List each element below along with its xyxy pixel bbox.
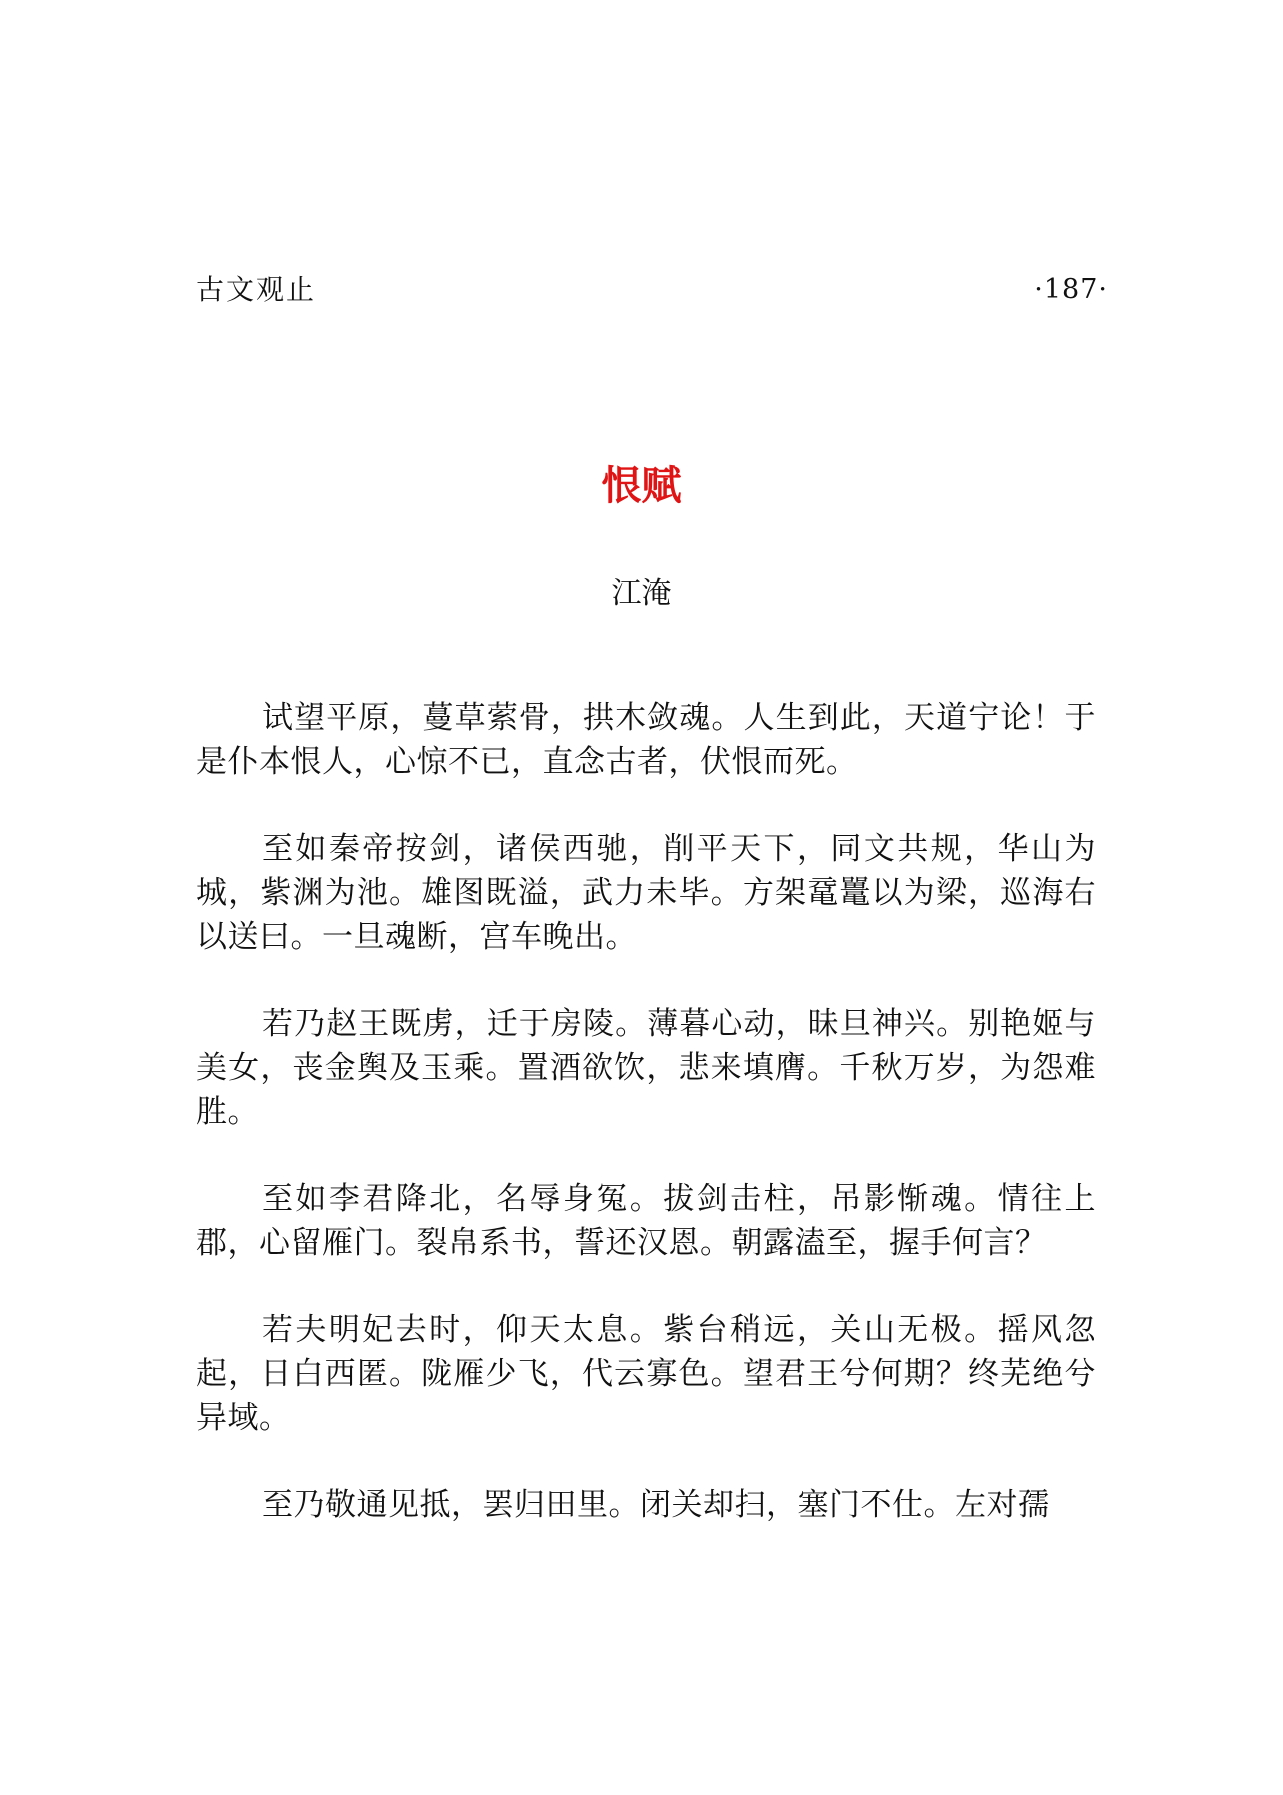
running-header	[196, 270, 1108, 310]
paragraph-1: 试望平原，蔓草萦骨，拱木敛魂。人生到此，天道宁论！于是仆本恨人，心惊不已，直念古者，伏恨而死。	[196, 700, 1096, 780]
paragraph-4: 至如李君降北，名辱身冤。拔剑击柱，吊影惭魂。情往上郡，心留雁门。裂帛系书，誓还汉恩。朝露溘至，握手何言？	[196, 1181, 1096, 1261]
paragraph-3: 若乃赵王既虏，迁于房陵。薄暮心动，昧旦神兴。别艳姬与美女，丧金舆及玉乘。置酒欲饮，悲来填膺。千秋万岁，为怨难胜。	[196, 1006, 1096, 1130]
essay-title: 恨赋	[601, 463, 682, 509]
author-name: 江淹	[611, 576, 672, 611]
page-number: ·187·	[1034, 274, 1108, 305]
paragraph-5: 若夫明妃去时，仰天太息。紫台稍远，关山无极。摇风忽起，日白西匿。陇雁少飞，代云寡色。望君王兮何期？终芜绝兮异域。	[196, 1312, 1096, 1436]
paragraph-6: 至乃敬通见抵，罢归田里。闭关却扫，塞门不仕。左对孺	[262, 1487, 1050, 1523]
essay-body	[196, 696, 1096, 1570]
paragraph-2: 至如秦帝按剑，诸侯西驰，削平天下，同文共规，华山为城，紫渊为池。雄图既溢，武力未毕。方架鼋鼍以为梁，巡海右以送曰。一旦魂断，宫车晚出。	[196, 831, 1096, 955]
book-title: 古文观止	[196, 273, 317, 306]
